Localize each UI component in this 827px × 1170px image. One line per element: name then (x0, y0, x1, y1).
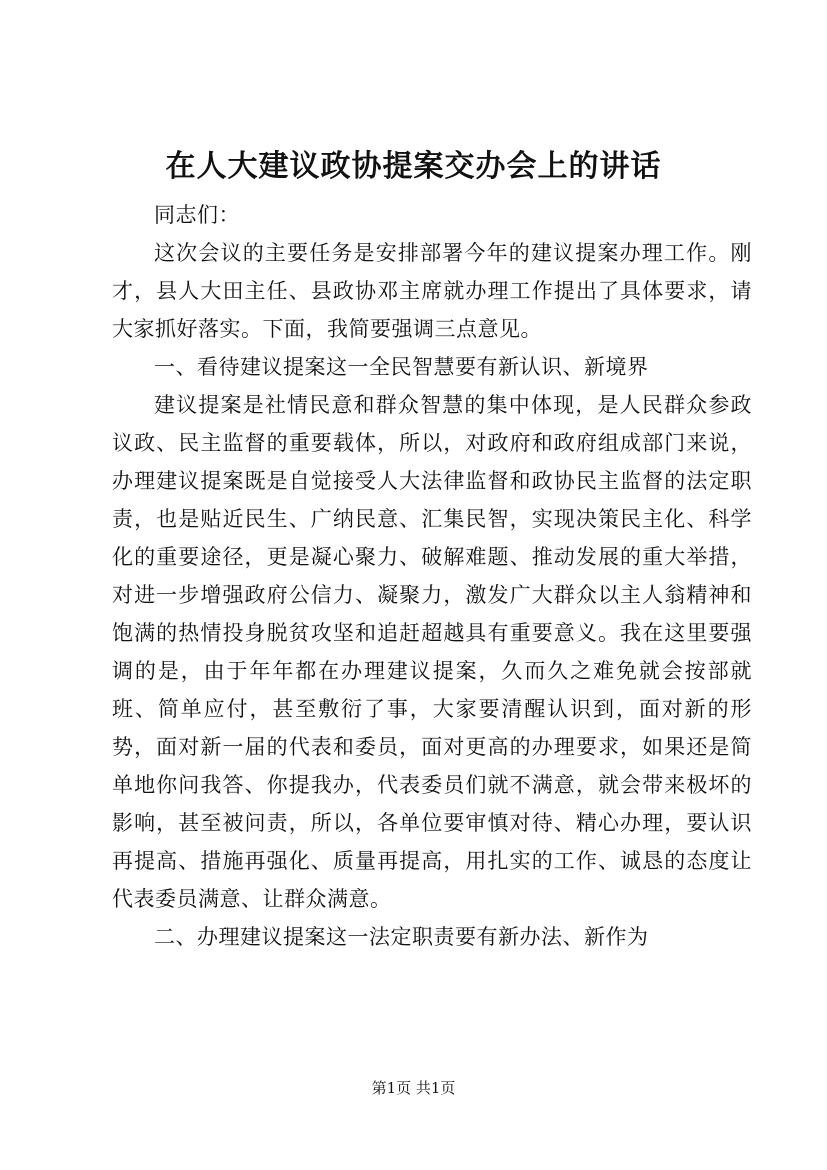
document-title: 在人大建议政协提案交办会上的讲话 (165, 149, 662, 184)
page-number-footer: 第1页 共1页 (371, 1079, 456, 1097)
intro-paragraph: 这次会议的主要任务是安排部署今年的建议提案办理工作。刚才，县人大田主任、县政协邓主席就办理工作提出了具体要求，请大家抓好落实。下面，我简要强调三点意见。 (112, 241, 752, 341)
salutation-paragraph: 同志们： (154, 203, 240, 227)
section-heading-2: 二、办理建议提案这一法定职责要有新办法、新作为 (154, 925, 649, 949)
document-body (112, 196, 752, 956)
section-heading-1: 一、看待建议提案这一全民智慧要有新认识、新境界 (154, 355, 649, 379)
section-1-paragraph: 建议提案是社情民意和群众智慧的集中体现，是人民群众参政议政、民主监督的重要载体，所以，对政府和政府组成部门来说，办理建议提案既是自觉接受人大法律监督和政协民主监督的法定职责，也是贴近民生、广纳民意、汇集民智，实现决策民主化、科学化的重要途径，更是凝心聚力、破解难题、推动发展的重大举措，对进一步增强政府公信力、凝聚力，激发广大群众以主人翁精神和饱满的热情投身脱贫攻坚和追赶超越具有重要意义。我在这里要强调的是，由于年年都在办理建议提案，久而久之难免就会按部就班、简单应付，甚至敷衍了事，大家要清醒认识到，面对新的形势，面对新一届的代表和委员，面对更高的办理要求，如果还是简单地你问我答、你提我办，代表委员们就不满意，就会带来极坏的影响，甚至被问责，所以，各单位要审慎对待、精心办理，要认识再提高、措施再强化、质量再提高，用扎实的工作、诚恳的态度让代表委员满意、让群众满意。 (112, 393, 752, 911)
